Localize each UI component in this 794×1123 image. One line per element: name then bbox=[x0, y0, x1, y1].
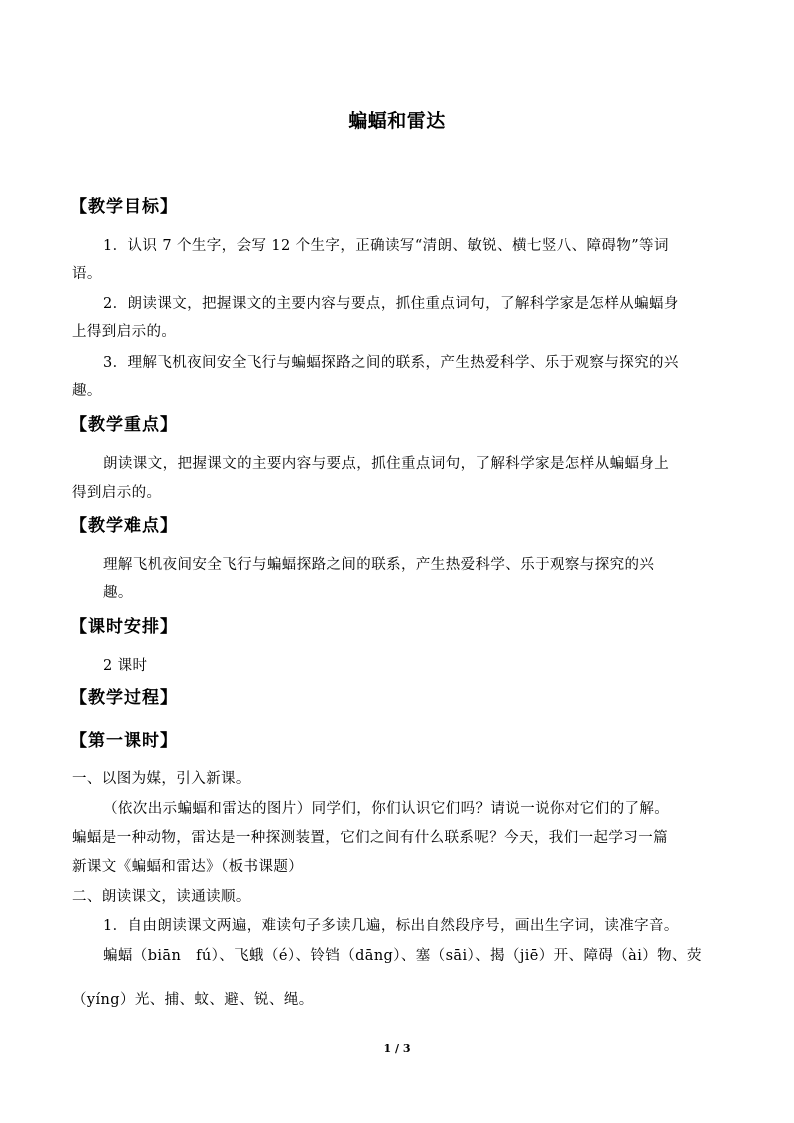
process-heading: 【教学过程】 bbox=[70, 688, 178, 708]
lesson-one-line-7: 蝙蝠（biān fú）、飞蛾（é）、铃铛（dāng）、塞（sāi）、揭（jiē）开、障碍（ài）物、荧 bbox=[103, 948, 702, 964]
goals-line-3: 2．朗读课文，把握课文的主要内容与要点，抓住重点词句，了解科学家是怎样从蝙蝠身 bbox=[103, 296, 679, 312]
difficult-points-heading: 【教学难点】 bbox=[70, 516, 178, 536]
lesson-one-line-1: 一、以图为媒，引入新课。 bbox=[72, 771, 251, 787]
goals-line-6: 趣。 bbox=[72, 383, 102, 399]
lesson-one-line-5: 二、朗读课文，读通读顺。 bbox=[72, 889, 251, 905]
difficult-points-line-1: 理解飞机夜间安全飞行与蝙蝠探路之间的联系，产生热爱科学、乐于观察与探究的兴 bbox=[103, 557, 655, 573]
key-points-line-2: 得到启示的。 bbox=[72, 485, 162, 501]
lesson-one-line-2: （依次出示蝙蝠和雷达的图片）同学们，你们认识它们吗？请说一说你对它们的了解。 bbox=[103, 801, 670, 817]
goals-line-2: 语。 bbox=[72, 266, 102, 282]
schedule-heading: 【课时安排】 bbox=[70, 617, 178, 637]
lesson-one-heading: 【第一课时】 bbox=[70, 731, 178, 751]
lesson-one-line-3: 蝙蝠是一种动物，雷达是一种探测装置，它们之间有什么联系呢？今天，我们一起学习一篇 bbox=[72, 830, 668, 846]
goals-line-1: 1．认识 7 个生字，会写 12 个生字，正确读写“清朗、敏锐、横七竖八、障碍物”等词 bbox=[103, 238, 669, 254]
goals-line-4: 上得到启示的。 bbox=[72, 324, 177, 340]
lesson-one-line-4: 新课文《蝙蝠和雷达》（板书课题） bbox=[72, 859, 304, 875]
page-number: 1 / 3 bbox=[383, 1042, 411, 1055]
document-title: 蝙蝠和雷达 bbox=[348, 110, 446, 132]
schedule-line-1: 2 课时 bbox=[103, 658, 148, 674]
key-points-line-1: 朗读课文，把握课文的主要内容与要点，抓住重点词句，了解科学家是怎样从蝙蝠身上 bbox=[103, 456, 670, 472]
lesson-one-line-8: （yíng）光、捕、蚊、避、锐、绳。 bbox=[72, 992, 314, 1008]
difficult-points-line-2: 趣。 bbox=[103, 585, 133, 601]
lesson-one-line-6: 1．自由朗读课文两遍，难读句子多读几遍，标出自然段序号，画出生字词，读准字音。 bbox=[103, 918, 679, 934]
key-points-heading: 【教学重点】 bbox=[70, 415, 178, 435]
goals-heading: 【教学目标】 bbox=[70, 197, 178, 217]
goals-line-5: 3．理解飞机夜间安全飞行与蝙蝠探路之间的联系，产生热爱科学、乐于观察与探究的兴 bbox=[103, 355, 679, 371]
